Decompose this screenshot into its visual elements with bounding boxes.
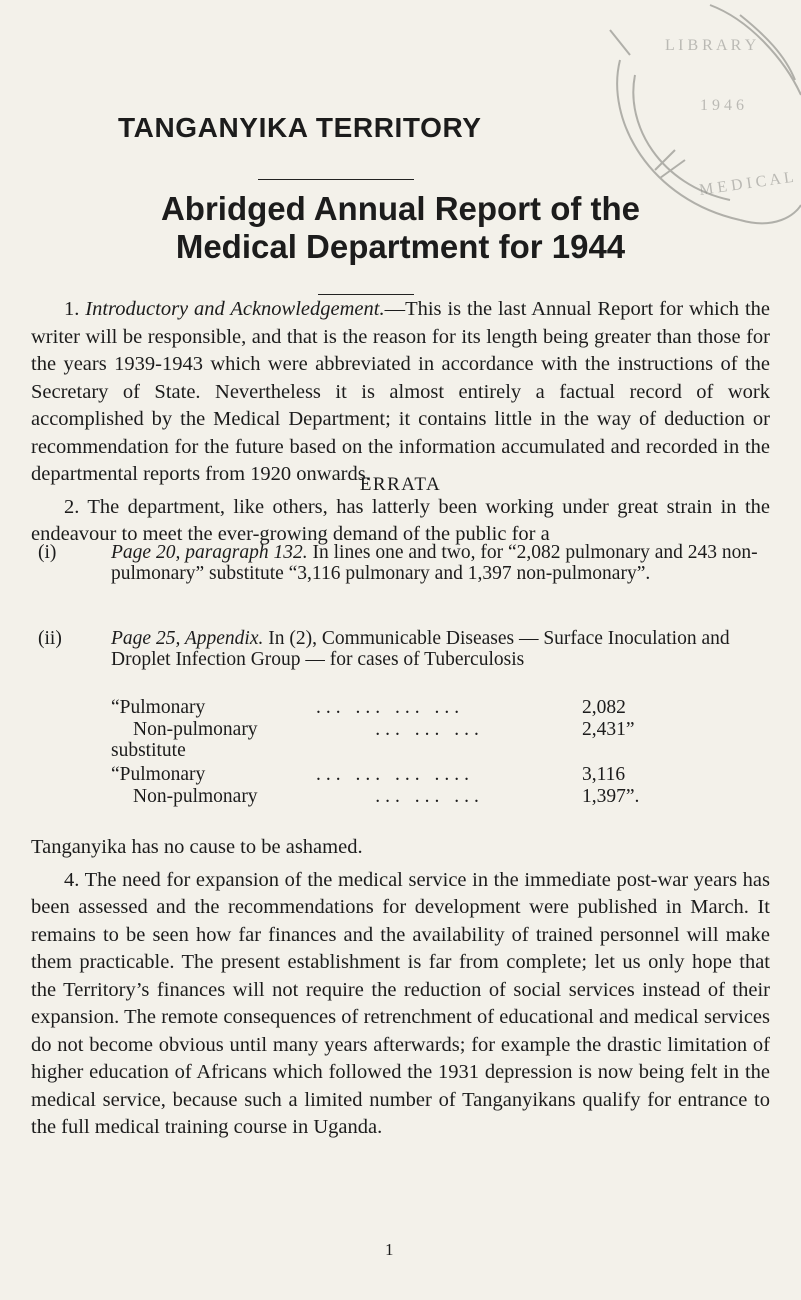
erratum-1-reference: Page 20, paragraph 132.	[111, 542, 308, 563]
substitute-label: substitute	[111, 740, 186, 761]
erratum-2-body: In (2), Communicable Diseases — Surface Inoculation and Droplet Infection Group — for cases of Tuberculosis	[111, 628, 730, 670]
leader-dots: ... ... ... ...	[316, 697, 465, 718]
row-label: Non-pulmonary	[133, 786, 258, 807]
paragraph-2: 2. The department, like others, has latterly been working under great strain in the endeavour to meet the ever-growing demand of the public for a	[31, 495, 770, 545]
leader-dots: ... ... ... ....	[316, 764, 474, 785]
table-row	[111, 719, 711, 741]
erratum-1-text	[111, 542, 758, 584]
intro-block	[31, 296, 770, 549]
title-rule-lower	[318, 294, 414, 295]
title-rule-upper	[258, 179, 414, 180]
paragraph-1-heading: Introductory and Acknowledgement.	[85, 298, 385, 320]
paragraph-3-tail: Tanganyika has no cause to be ashamed.	[31, 836, 363, 858]
paragraph-4: 4. The need for expansion of the medical service in the immediate post-war years has been assessed and the recommendations for development were published in March. It remains to be seen how far finances and the availability of trained personnel will make them practicable. The present establishment is far from complete; let us only hope that the Territory’s finances will not require the reduction of social services instead of their expansion. The remote consequences of retrenchment of educational and medical services do not become obvious until many years afterwards; for example the drastic limitation of higher education of Africans which followed the 1931 depression is now being felt in the medical service, because such a limited number of Tanganyikans qualify for entrance to the full medical training course in Uganda.	[31, 868, 770, 1138]
leader-dots: ... ... ...	[316, 719, 484, 740]
erratum-2-reference: Page 25, Appendix.	[111, 628, 264, 649]
svg-text:L I B R A R Y: L I B R A R Y	[665, 37, 757, 54]
row-value: 3,116	[582, 764, 626, 785]
page-number: 1	[385, 1240, 394, 1259]
row-value: 1,397”.	[582, 786, 640, 807]
svg-text:1 9 4 6: 1 9 4 6	[700, 97, 744, 114]
row-value: 2,082	[582, 697, 626, 718]
row-label: Non-pulmonary	[133, 719, 258, 740]
paragraph-1	[31, 296, 770, 489]
errata-table-corrected	[111, 764, 711, 808]
svg-text:M E D I C A L: M E D I C A L	[698, 168, 795, 199]
row-value: 2,431”	[582, 719, 635, 740]
territory-heading: TANGANYIKA TERRITORY	[118, 112, 482, 143]
row-label: “Pulmonary	[111, 697, 206, 718]
table-row	[111, 764, 711, 786]
continuation-block	[31, 834, 770, 1142]
erratum-1-body: In lines one and two, for “2,082 pulmonary and 243 non-pulmonary” substitute “3,116 pulmonary and 1,397 non-pulmonary”.	[111, 542, 758, 584]
erratum-1	[38, 542, 758, 584]
row-label: “Pulmonary	[111, 764, 206, 785]
paragraph-1-number: 1.	[64, 298, 80, 320]
report-title	[0, 190, 801, 266]
erratum-2-number: (ii)	[38, 628, 62, 649]
erratum-1-number: (i)	[38, 542, 57, 563]
table-row	[111, 786, 711, 808]
report-title-line-2: Medical Department for 1944	[175, 228, 626, 265]
erratum-2-text	[111, 628, 758, 670]
report-title-line-1: Abridged Annual Report of the	[160, 190, 641, 227]
errata-title: ERRATA	[359, 474, 442, 495]
paragraph-1-text: —This is the last Annual Report for which the writer will be responsible, and that is the reason for its length being greater than those for the years 1939-1943 which were abbreviated in accordance with the instructions of the Secretary of State. Nevertheless it is almost entirely a factual record of work accomplished by the Medical Department; it contains little in the way of deduction or recommendation for the future based on the information accumulated and recorded in the departmental reports from 1920 onwards.	[31, 298, 770, 485]
leader-dots: ... ... ...	[316, 786, 484, 807]
table-row	[111, 697, 711, 719]
erratum-2	[38, 628, 758, 670]
errata-table-original	[111, 697, 711, 741]
